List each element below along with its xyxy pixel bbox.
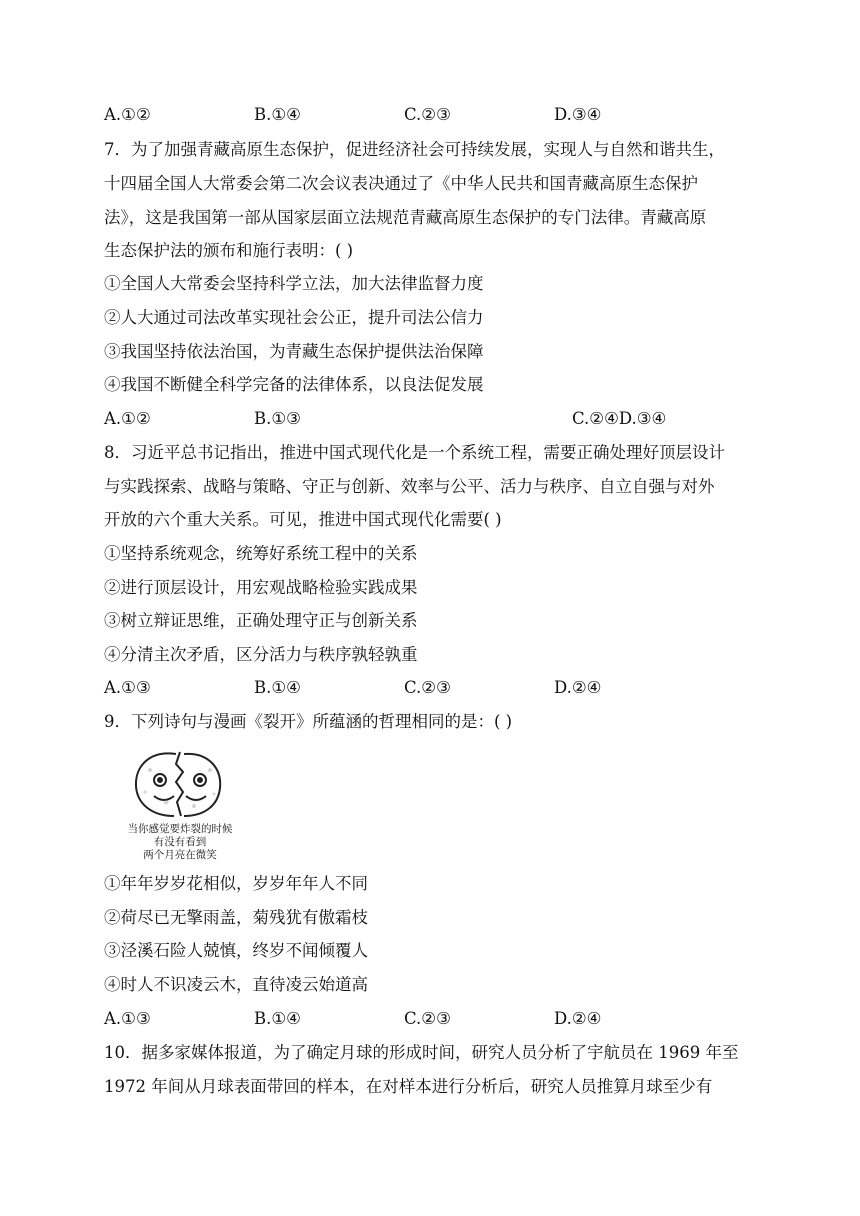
q10-stem-line: 1972 年间从月球表面带回的样本，在对样本进行分析后，研究人员推算月球至少有	[104, 1077, 713, 1096]
q8-option-b: B.①④	[254, 678, 301, 697]
q9-statement: ④时人不识凌云木，直待凌云始道高	[104, 975, 368, 994]
comic-caption-line: 有没有看到	[153, 836, 207, 848]
q10-stem-line: 10．据多家媒体报道，为了确定月球的形成时间，研究人员分析了宇航员在 1969 年至	[104, 1043, 739, 1062]
q8-statement: ③树立辩证思维，正确处理守正与创新关系	[104, 611, 418, 630]
q7-statement: ③我国坚持依法治国，为青藏生态保护提供法治保障	[104, 342, 484, 361]
q7-option-b: B.①③	[254, 409, 301, 428]
q7-option-cd: C.②④D.③④	[572, 409, 667, 428]
q7-statement: ①全国人大常委会坚持科学立法，加大法律监督力度	[104, 274, 484, 293]
q8-option-a: A.①③	[104, 678, 151, 697]
q7-statement: ②人大通过司法改革实现社会公正，提升司法公信力	[104, 308, 484, 327]
q9-statement: ③泾溪石险人兢慎，终岁不闻倾覆人	[104, 941, 368, 960]
q8-statement: ④分清主次矛盾，区分活力与秩序孰轻孰重	[104, 645, 418, 664]
q7-stem-line: 法》，这是我国第一部从国家层面立法规范青藏高原生态保护的专门法律。青藏高原	[104, 208, 707, 227]
q6-option-c: C.②③	[404, 105, 451, 124]
cracked-moon-comic	[100, 742, 260, 864]
q7-stem-line: 7．为了加强青藏高原生态保护，促进经济社会可持续发展，实现人与自然和谐共生，	[104, 140, 725, 159]
q9-option-d: D.②④	[554, 1009, 602, 1028]
q9-option-c: C.②③	[404, 1009, 451, 1028]
q7-stem-line: 十四届全国人大常委会第二次会议表决通过了《中华人民共和国青藏高原生态保护	[104, 174, 698, 193]
q6-option-d: D.③④	[554, 105, 602, 124]
q6-option-b: B.①④	[254, 105, 301, 124]
q9-stem: 9．下列诗句与漫画《裂开》所蕴涵的哲理相同的是：( )	[104, 712, 513, 731]
q8-statement: ②进行顶层设计，用宏观战略检验实践成果	[104, 578, 418, 597]
q8-stem-line: 8．习近平总书记指出，推进中国式现代化是一个系统工程，需要正确处理好顶层设计	[104, 443, 725, 462]
q8-stem-line: 开放的六个重大关系。可见，推进中国式现代化需要( )	[104, 510, 502, 529]
q6-option-a: A.①②	[104, 105, 151, 124]
q8-option-c: C.②③	[404, 678, 451, 697]
q7-stem-line: 生态保护法的颁布和施行表明：( )	[104, 241, 354, 260]
q8-stem-line: 与实践探索、战略与策略、守正与创新、效率与公平、活力与秩序、自立自强与对外	[104, 477, 715, 496]
comic-caption-line: 两个月亮在微笑	[143, 849, 217, 861]
q7-option-a: A.①②	[104, 409, 151, 428]
q8-statement: ①坚持系统观念，统筹好系统工程中的关系	[104, 544, 418, 563]
q9-option-a: A.①③	[104, 1009, 151, 1028]
q9-option-b: B.①④	[254, 1009, 301, 1028]
cracked-face-illustration	[100, 742, 260, 864]
q9-statement: ①年年岁岁花相似，岁岁年年人不同	[104, 874, 368, 893]
q7-statement: ④我国不断健全科学完备的法律体系，以良法促发展	[104, 375, 484, 394]
q8-option-d: D.②④	[554, 678, 602, 697]
q9-statement: ②荷尽已无擎雨盖，菊残犹有傲霜枝	[104, 908, 368, 927]
comic-caption-line: 当你感觉要炸裂的时候	[127, 823, 233, 835]
